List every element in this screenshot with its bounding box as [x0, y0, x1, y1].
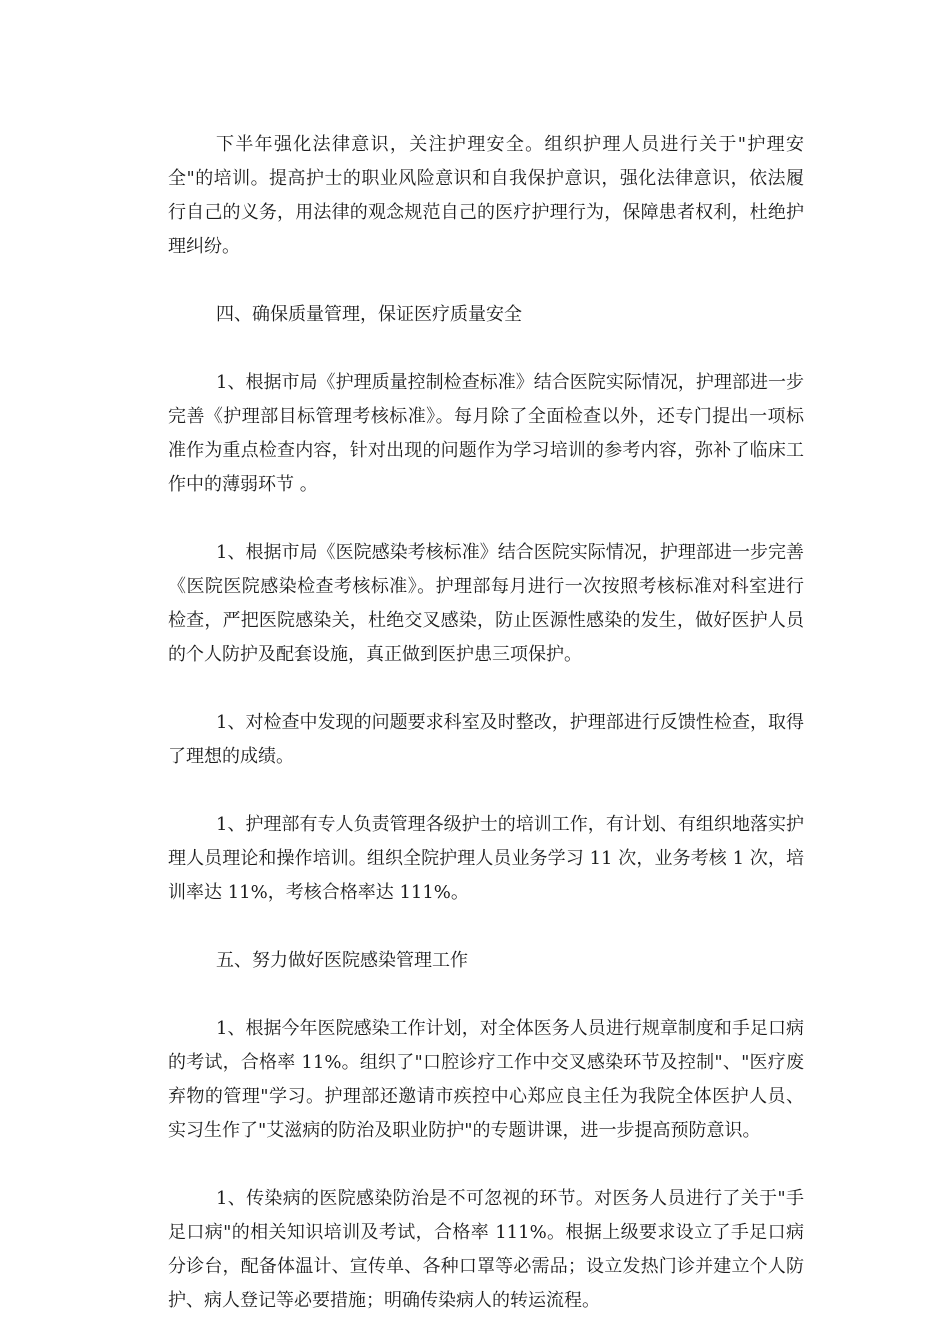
paragraph-training: 1、护理部有专人负责管理各级护士的培训工作，有计划、有组织地落实护理人员理论和操作培训。组织全院护理人员业务学习 11 次，业务考核 1 次，培训率达 11%，考核合格率达 111%。 [168, 814, 804, 903]
paragraph-gap [168, 672, 804, 706]
paragraph-infection-plan: 1、根据今年医院感染工作计划，对全体医务人员进行规章制度和手足口病的考试，合格率 11%。组织了"口腔诊疗工作中交叉感染环节及控制"、"医疗废弃物的管理"学习。护理部还邀请市疾控中心郑应良主任为我院全体医护人员、实习生作了"艾滋病的防治及职业防护"的专题讲课，进一步提高预防意识。 [168, 1018, 804, 1141]
paragraph-rectification: 1、对检查中发现的问题要求科室及时整改，护理部进行反馈性检查，取得了理想的成绩。 [168, 712, 804, 767]
paragraph-legal-awareness: 下半年强化法律意识，关注护理安全。组织护理人员进行关于"护理安全"的培训。提高护士的职业风险意识和自我保护意识，强化法律意识，依法履行自己的义务，用法律的观念规范自己的医疗护理行为，保障患者权利，杜绝护理纠纷。 [168, 134, 804, 257]
paragraph-gap [168, 332, 804, 366]
paragraph-gap [168, 502, 804, 536]
section-heading-infection-management: 五、努力做好医院感染管理工作 [216, 950, 468, 971]
paragraph-gap [168, 978, 804, 1012]
document-body [168, 128, 804, 1318]
paragraph-infection-standard: 1、根据市局《医院感染考核标准》结合医院实际情况，护理部进一步完善《医院医院感染检查考核标准》。护理部每月进行一次按照考核标准对科室进行检查，严把医院感染关，杜绝交叉感染，防止医源性感染的发生，做好医护人员的个人防护及配套设施，真正做到医护患三项保护。 [168, 542, 804, 665]
section-heading-quality-management: 四、确保质量管理，保证医疗质量安全 [216, 304, 522, 325]
paragraph-gap [168, 910, 804, 944]
paragraph-gap [168, 1148, 804, 1182]
paragraph-nursing-quality-standard: 1、根据市局《护理质量控制检查标准》结合医院实际情况，护理部进一步完善《护理部目标管理考核标准》。每月除了全面检查以外，还专门提出一项标准作为重点检查内容，针对出现的问题作为学习培训的参考内容，弥补了临床工作中的薄弱环节 。 [168, 372, 804, 495]
paragraph-gap [168, 264, 804, 298]
paragraph-communicable-disease: 1、传染病的医院感染防治是不可忽视的环节。对医务人员进行了关于"手足口病"的相关知识培训及考试，合格率 111%。根据上级要求设立了手足口病分诊台，配备体温计、宣传单、各种口罩等必需品；设立发热门诊并建立个人防护、病人登记等必要措施；明确传染病人的转运流程。 [168, 1188, 804, 1311]
paragraph-gap [168, 774, 804, 808]
